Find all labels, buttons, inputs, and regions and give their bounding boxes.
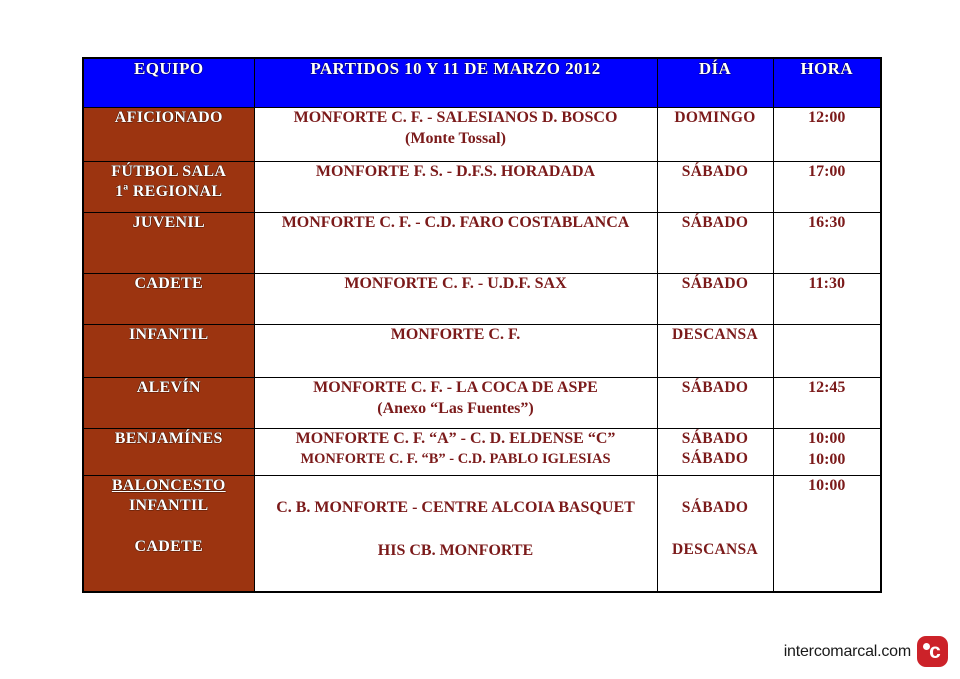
footer-brand [784,636,948,667]
column-header-partidos: PARTIDOS 10 Y 11 DE MARZO 2012 [254,58,657,108]
team-cell [83,274,254,325]
table-row [83,378,881,429]
day-cell [657,325,773,378]
day-cell [657,274,773,325]
team-label: JUVENIL [132,214,205,231]
table-row [83,476,881,593]
day-cell [657,162,773,213]
team-category-label: BALONCESTO [111,477,226,494]
day-cell [657,378,773,429]
hour-label: 17:00 [808,163,846,180]
match-cell [254,325,657,378]
day-label: SÁBADO [681,499,749,516]
table-row [83,274,881,325]
day-label: DESCANSA [672,326,758,343]
match-line: MONFORTE F. S. - D.F.S. HORADADA [315,163,596,180]
team-label: BENJAMÍNES [114,430,223,447]
table-row [83,108,881,162]
match-line: MONFORTE C. F. - C.D. FARO COSTABLANCA [281,214,630,231]
day-label: SÁBADO [681,214,749,231]
table-row [83,162,881,213]
match-line: MONFORTE C. F. - SALESIANOS D. BOSCO [293,109,618,126]
match-line-secondary: MONFORTE C. F. “B” - C.D. PABLO IGLESIAS [300,450,611,467]
team-cell [83,429,254,476]
match-cell [254,274,657,325]
match-cell [254,378,657,429]
team-cell [83,162,254,213]
hour-cell [773,429,881,476]
table-row [83,213,881,274]
team-label: FÚTBOL SALA [111,163,227,180]
hour-cell [773,476,881,593]
team-label: CADETE [134,275,203,292]
table-row [83,429,881,476]
intercomarcal-logo-icon [917,636,948,667]
day-label: SÁBADO [681,275,749,292]
column-header-equipo: EQUIPO [83,58,254,108]
day-label-secondary: SÁBADO [681,450,749,468]
day-label: DOMINGO [674,109,756,126]
table-header-row [83,58,881,108]
day-label-secondary: DESCANSA [672,541,758,559]
match-line: MONFORTE C. F. [390,326,521,343]
match-cell [254,429,657,476]
match-line: C. B. MONFORTE - CENTRE ALCOIA BASQUET [276,499,635,516]
hour-label: 11:30 [808,275,845,292]
day-cell [657,108,773,162]
team-cell [83,108,254,162]
day-label: SÁBADO [681,163,749,180]
team-cell [83,325,254,378]
match-line-secondary: HIS CB. MONFORTE [377,541,534,559]
hour-cell [773,108,881,162]
schedule-table [82,57,882,593]
team-label: INFANTIL [129,326,209,343]
team-label: INFANTIL [129,497,209,515]
day-label: SÁBADO [681,379,749,396]
team-label-secondary: 1ª REGIONAL [115,183,223,201]
hour-cell [773,213,881,274]
day-cell [657,429,773,476]
hour-cell [773,325,881,378]
team-label-secondary: CADETE [134,537,203,555]
table-row [83,325,881,378]
match-cell [254,162,657,213]
match-venue-line: (Monte Tossal) [405,129,506,147]
team-label: ALEVÍN [136,379,201,396]
hour-label-secondary: 10:00 [808,450,846,468]
team-cell [83,476,254,593]
brand-text: intercomarcal.com [783,642,911,660]
column-header-dia: DÍA [657,58,773,108]
hour-label: 10:00 [808,477,846,494]
hour-label: 12:45 [808,379,846,396]
team-cell [83,213,254,274]
match-cell [254,213,657,274]
column-header-hora: HORA [773,58,881,108]
hour-cell [773,162,881,213]
day-cell [657,476,773,593]
day-label: SÁBADO [681,430,749,447]
match-line: MONFORTE C. F. - U.D.F. SAX [344,275,567,292]
hour-label: 16:30 [808,214,846,231]
logo-letter: c [929,640,941,663]
match-cell [254,476,657,593]
hour-cell [773,378,881,429]
team-cell [83,378,254,429]
match-cell [254,108,657,162]
match-line: MONFORTE C. F. “A” - C. D. ELDENSE “C” [295,430,616,447]
table-body [83,108,881,593]
team-label: AFICIONADO [114,109,223,126]
match-venue-line: (Anexo “Las Fuentes”) [377,399,534,417]
hour-cell [773,274,881,325]
day-cell [657,213,773,274]
hour-label: 12:00 [808,109,846,126]
match-line: MONFORTE C. F. - LA COCA DE ASPE [313,379,598,396]
hour-label: 10:00 [808,430,846,447]
